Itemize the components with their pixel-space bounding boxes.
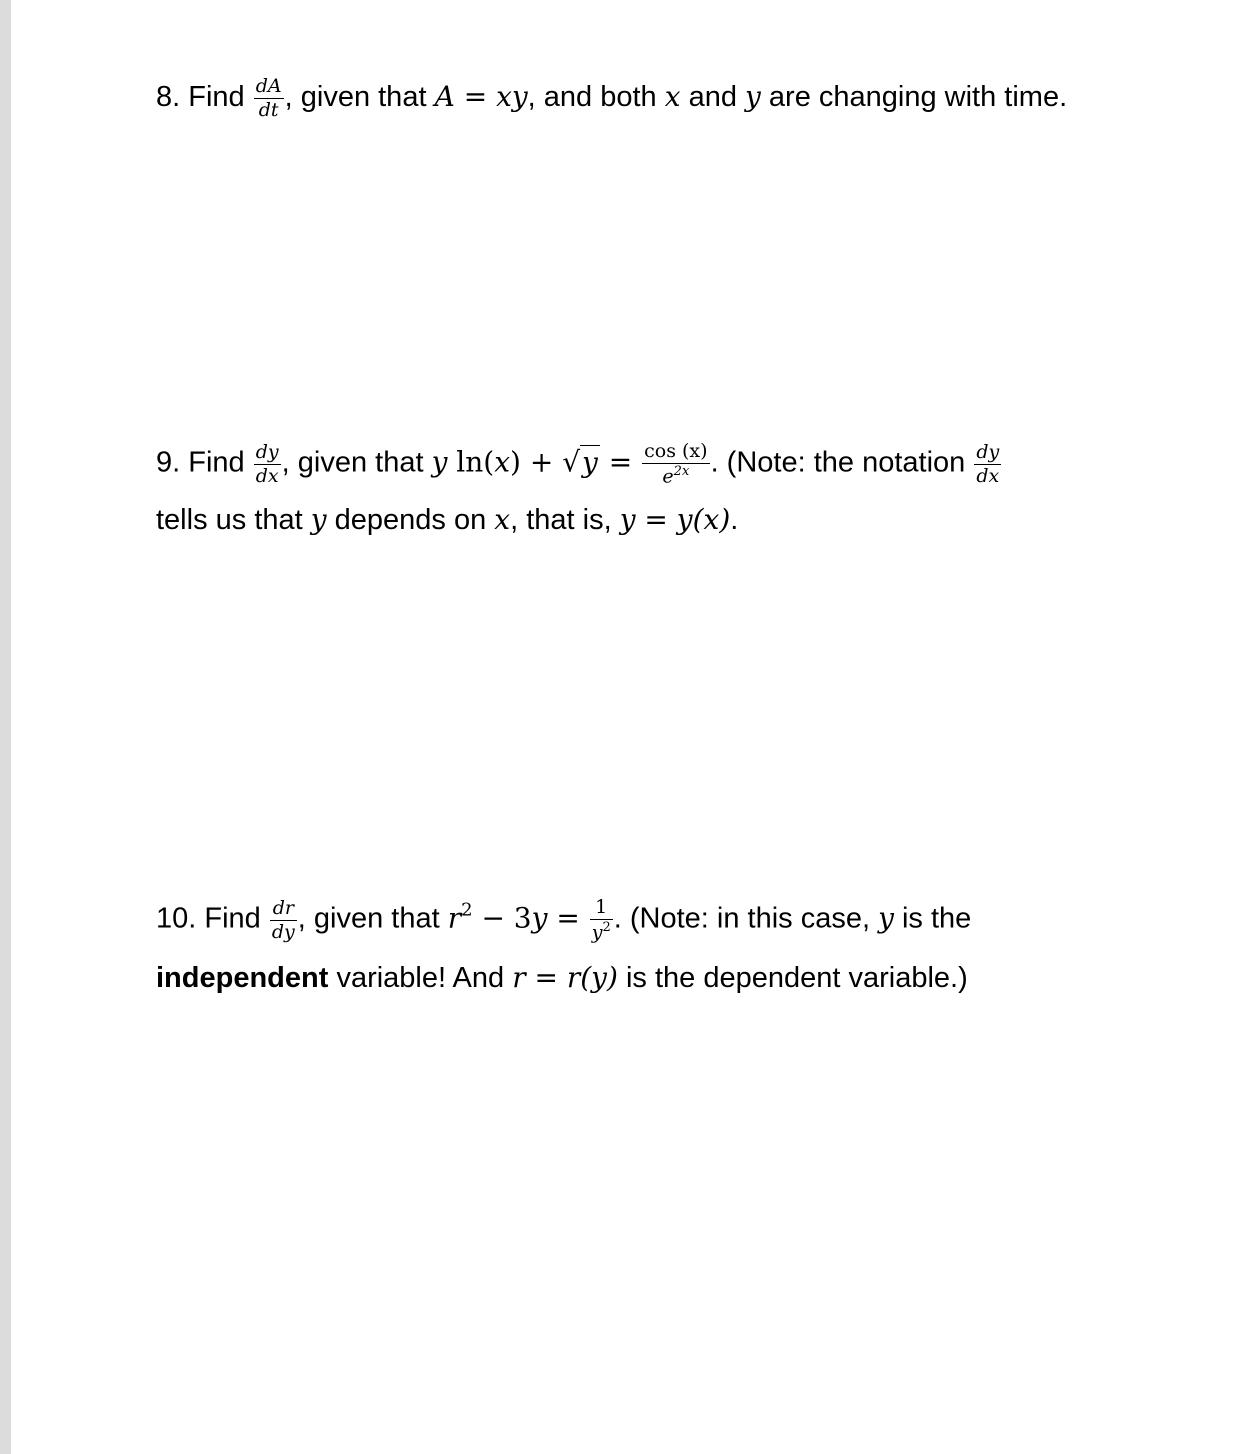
math-minus-three: − 3 bbox=[472, 901, 532, 935]
math-y-of-x: y(x) bbox=[676, 503, 731, 536]
fraction-denominator: dt bbox=[258, 98, 279, 121]
question-8 bbox=[156, 76, 1067, 121]
math-y: y bbox=[531, 901, 548, 935]
math-ln: ln( bbox=[447, 445, 495, 479]
question-9-line-2 bbox=[156, 503, 738, 537]
rhs-fraction bbox=[642, 441, 709, 487]
fraction-numerator: dr bbox=[270, 898, 297, 921]
text-independent-bold: independent bbox=[156, 962, 329, 994]
fraction-denominator: dy bbox=[271, 920, 295, 943]
note-fraction-denominator: dx bbox=[976, 464, 1000, 487]
rhs-denominator-exponent: 2 bbox=[602, 919, 611, 935]
question-8-derivative-fraction bbox=[254, 76, 284, 121]
sqrt-symbol: √ bbox=[562, 445, 581, 479]
page-left-margin-bar bbox=[0, 0, 11, 1454]
question-10-number: 10. Find bbox=[156, 902, 261, 935]
question-10 bbox=[156, 897, 971, 943]
question-10-line-2 bbox=[156, 961, 968, 995]
question-8-number: 8. Find bbox=[156, 81, 245, 114]
math-A: A bbox=[434, 80, 455, 114]
text-that-is: , that is, bbox=[510, 504, 620, 536]
text-and-both: , and both bbox=[527, 81, 665, 114]
text-note: . (Note: the notation bbox=[710, 446, 974, 479]
math-y: y bbox=[619, 503, 636, 536]
math-xy: xy bbox=[496, 80, 528, 114]
question-9-number: 9. Find bbox=[156, 446, 245, 479]
math-r-of-y: r(y) bbox=[566, 961, 618, 994]
fraction-numerator: dy bbox=[255, 440, 279, 463]
text-dependent-variable: is the dependent variable.) bbox=[617, 962, 968, 994]
math-equals: = bbox=[599, 445, 642, 479]
note-derivative-fraction bbox=[974, 442, 1001, 487]
math-y: y bbox=[431, 445, 448, 479]
period: . bbox=[730, 504, 739, 536]
rhs-numerator: 1 bbox=[590, 897, 613, 920]
math-x: x bbox=[494, 503, 511, 536]
text-given: given that bbox=[305, 902, 448, 935]
question-9-derivative-fraction bbox=[254, 442, 281, 487]
fraction-numerator: dA bbox=[255, 75, 282, 97]
sqrt-body: y bbox=[582, 445, 598, 479]
text-given: given that bbox=[292, 81, 435, 114]
math-x: x bbox=[664, 80, 681, 114]
comma: , bbox=[281, 446, 290, 479]
math-equals: = bbox=[525, 961, 567, 994]
math-y: y bbox=[878, 901, 894, 935]
rhs-denominator bbox=[642, 464, 709, 487]
comma: , bbox=[284, 81, 293, 114]
text-changing: are changing with time. bbox=[760, 81, 1068, 114]
text-and: and bbox=[680, 81, 746, 114]
math-y: y bbox=[310, 503, 327, 536]
text-tells-us: tells us that bbox=[156, 504, 311, 536]
text-note: . (Note: in this case, bbox=[613, 902, 879, 935]
text-given: given that bbox=[289, 446, 432, 479]
text-variable-and: variable! And bbox=[328, 962, 513, 994]
math-y: y bbox=[745, 80, 761, 114]
rhs-denominator-exponent: 2x bbox=[673, 463, 690, 479]
math-plus: ) + bbox=[510, 445, 563, 479]
comma: , bbox=[297, 902, 306, 935]
rhs-denominator-base: e bbox=[662, 465, 674, 488]
math-equals: = bbox=[454, 80, 497, 114]
math-equals: = bbox=[635, 503, 677, 536]
rhs-fraction bbox=[590, 897, 613, 943]
math-r-exponent: 2 bbox=[461, 899, 473, 921]
math-r: r bbox=[447, 901, 462, 935]
fraction-denominator: dx bbox=[255, 464, 279, 487]
note-fraction-numerator: dy bbox=[976, 440, 1000, 463]
text-is-the: is the bbox=[893, 902, 972, 935]
math-ln-arg: x bbox=[494, 445, 511, 479]
text-depends-on: depends on bbox=[326, 504, 495, 536]
question-9 bbox=[156, 441, 1002, 487]
question-10-derivative-fraction bbox=[270, 898, 297, 943]
math-r: r bbox=[512, 961, 526, 994]
rhs-denominator-base: y bbox=[591, 921, 603, 944]
rhs-denominator bbox=[590, 920, 613, 943]
math-equals: = bbox=[547, 901, 589, 935]
rhs-numerator: cos (x) bbox=[644, 440, 708, 462]
